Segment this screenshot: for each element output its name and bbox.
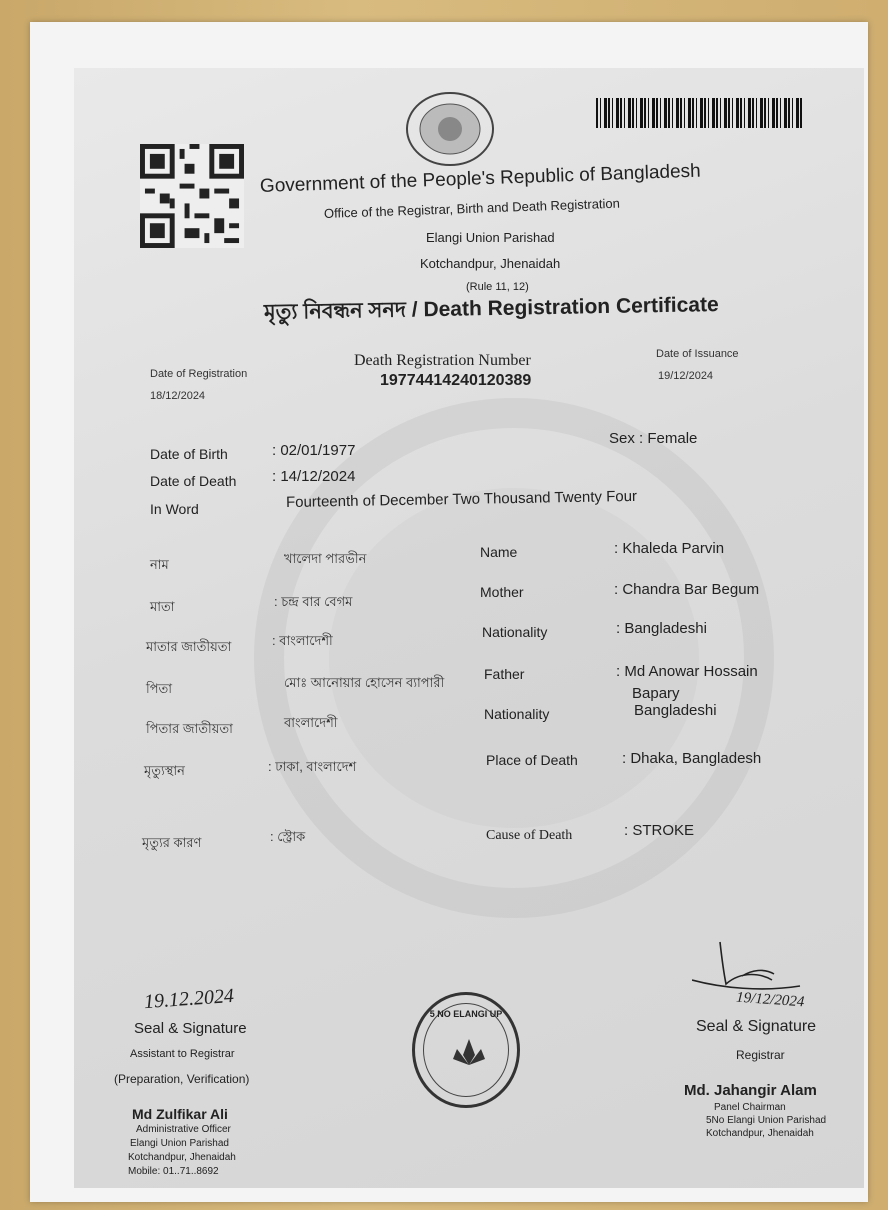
barcode-icon [596,98,804,128]
left-seal-signature: Seal & Signature [134,1020,247,1037]
seal-text: 5 NO ELANGI UP [429,1009,503,1019]
mother-value: : Chandra Bar Begum [614,581,760,598]
father-nationality-value: Bangladeshi [634,702,717,719]
name-label: Name [480,544,518,560]
in-word-value: Fourteenth of December Two Thousand Twenty Four [285,487,638,511]
bn-mother-value: : চন্দ্র বার বেগম [274,594,353,609]
date-of-registration-label: Date of Registration [150,368,248,380]
water-lily-icon [449,1031,489,1071]
right-line3: Kotchandpur, Jhenaidah [706,1128,814,1139]
district-line: Kotchandpur, Jhenaidah [420,256,561,271]
left-line4: Mobile: 01..71..8692 [128,1166,219,1177]
left-role: Assistant to Registrar [130,1048,235,1060]
left-line1: Administrative Officer [136,1124,231,1135]
watermark-map [329,488,699,828]
date-of-registration: 18/12/2024 [150,390,206,402]
bn-mother-nationality-value: : বাংলাদেশী [272,633,333,648]
dob-value: : 02/01/1977 [272,442,356,459]
right-line1: Panel Chairman [714,1102,786,1113]
date-of-issuance-label: Date of Issuance [656,348,739,360]
certificate-title: মৃত্যু নিবন্ধন সনদ / Death Registration Certificate [263,293,719,324]
bn-father-nationality-label: পিতার জাতীয়তা [146,721,233,736]
father-value-cont: Bapary [632,685,680,702]
bn-father-label: পিতা [146,681,173,696]
left-line3: Kotchandpur, Jhenaidah [128,1152,236,1163]
government-title: Government of the People's Republic of Bangladesh [259,160,701,197]
bn-cause-of-death-label: মৃত্যুর কারণ [142,835,202,850]
dod-label: Date of Death [150,473,237,489]
qr-code-icon [138,144,246,248]
in-word-label: In Word [150,501,199,517]
union-parishad: Elangi Union Parishad [426,230,555,245]
paper-sheet [30,22,868,1202]
bn-mother-label: মাতা [150,599,175,614]
right-handwritten-date: 19/12/2024 [735,989,805,1011]
government-emblem-icon [404,90,496,168]
cause-of-death-value: : STROKE [624,822,695,839]
right-line2: 5No Elangi Union Parishad [706,1115,827,1126]
bn-name-value: খালেদা পারভীন [284,551,367,566]
father-label: Father [484,666,525,682]
cause-of-death-label: Cause of Death [486,828,573,843]
bn-name-label: নাম [150,557,169,572]
bn-father-nationality-value: বাংলাদেশী [284,715,338,730]
bn-place-of-death-value: : ঢাকা, বাংলাদেশ [268,759,357,774]
left-name: Md Zulfikar Ali [132,1106,228,1122]
dob-label: Date of Birth [150,446,228,462]
left-line2: Elangi Union Parishad [130,1138,229,1149]
registration-number: 19774414240120389 [380,372,532,389]
registration-number-label: Death Registration Number [354,352,531,369]
place-of-death-value: : Dhaka, Bangladesh [622,750,762,767]
mother-nationality-label: Nationality [482,624,548,640]
right-role: Registrar [736,1048,785,1062]
father-nationality-label: Nationality [484,706,550,722]
right-name: Md. Jahangir Alam [684,1082,817,1099]
father-value: : Md Anowar Hossain [616,663,758,680]
left-handwritten-date: 19.12.2024 [143,984,235,1014]
mother-label: Mother [480,584,524,600]
right-seal-signature: Seal & Signature [696,1018,817,1035]
bn-place-of-death-label: মৃত্যুস্থান [144,763,185,778]
bn-mother-nationality-label: মাতার জাতীয়তা [146,639,232,654]
bn-cause-of-death-value: : স্ট্রোক [270,829,306,844]
death-certificate [74,68,864,1188]
left-note: (Preparation, Verification) [114,1072,250,1086]
union-parishad-seal [412,992,520,1108]
name-value: : Khaleda Parvin [614,540,725,557]
bn-father-value: মোঃ আনোয়ার হোসেন ব্যাপারী [284,675,445,690]
sex-value: Sex : Female [609,430,698,447]
rule-line: (Rule 11, 12) [466,281,529,293]
dod-value: : 14/12/2024 [272,468,356,485]
mother-nationality-value: : Bangladeshi [616,620,707,637]
office-title: Office of the Registrar, Birth and Death Registration [323,195,621,221]
place-of-death-label: Place of Death [486,752,578,768]
date-of-issuance: 19/12/2024 [658,370,714,382]
